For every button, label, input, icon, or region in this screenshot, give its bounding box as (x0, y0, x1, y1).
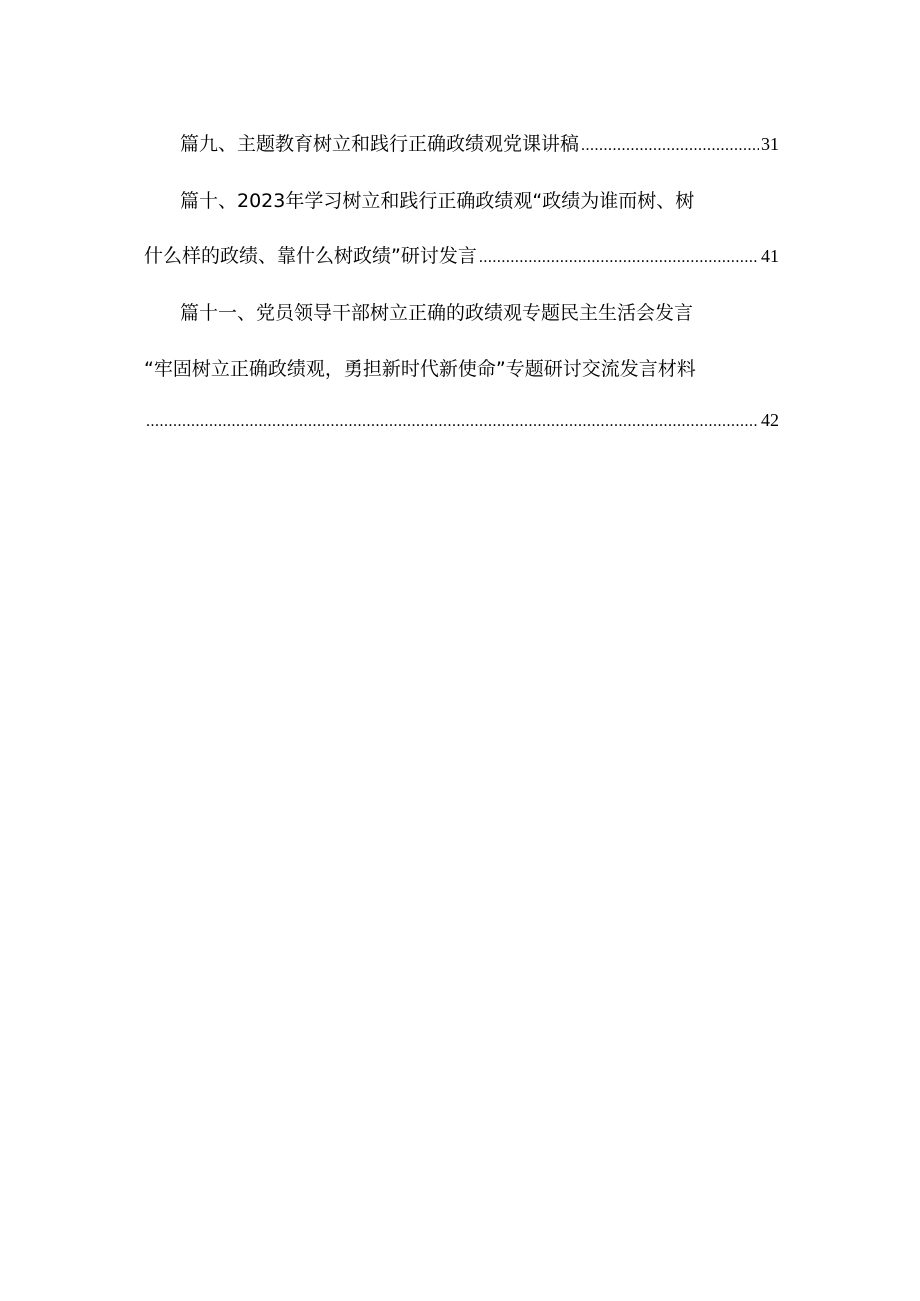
toc-entry-9[interactable] (144, 130, 779, 160)
dot-leader (146, 408, 759, 436)
dot-leader (479, 244, 759, 272)
toc-page-number: 41 (761, 246, 779, 266)
toc-page-number: 31 (761, 134, 779, 154)
toc-entry-11-line-2[interactable] (144, 355, 779, 383)
toc-entry-title: 篇九、主题教育树立和践行正确政绩观党课讲稿 (180, 133, 580, 155)
dot-leader (581, 132, 759, 160)
toc-entry-title: 篇十一、党员领导干部树立正确的政绩观专题民主生活会发言 (180, 302, 694, 324)
toc-entry-10-line-1[interactable] (144, 187, 779, 215)
toc-entry-11-line-1[interactable] (144, 299, 779, 327)
toc-entry-title-continued: 什么样的政绩、靠什么树政绩”研讨发言 (144, 245, 477, 267)
toc-entry-10-line-2[interactable] (144, 242, 779, 272)
toc-entry-title-continued: “牢固树立正确政绩观，勇担新时代新使命”专题研讨交流发言材料 (144, 358, 696, 380)
toc-entry-11-line-3[interactable] (144, 406, 779, 436)
toc-page-number: 42 (761, 410, 779, 430)
toc-entry-title: 篇十、2023年学习树立和践行正确政绩观“政绩为谁而树、树 (180, 190, 695, 212)
